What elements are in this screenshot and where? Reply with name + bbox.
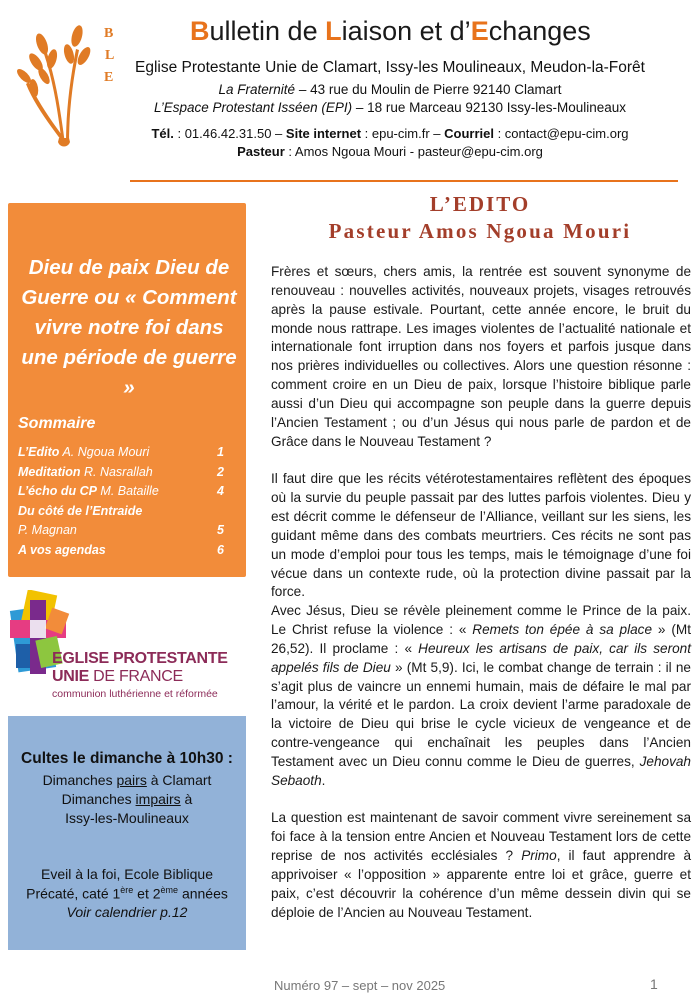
article-paragraph: Avec Jésus, Dieu se révèle pleinement comme le Prince de la paix. Le Christ refuse la violence : « Remets ton épée à sa place » (Mt 26,52). Il proclame : « Heureux les artisans de paix, car ils seront appelés fils de Dieu » (Mt 5,9). Ici, le combat change de terrain : il ne s’agit plus de vaincre un ennemi humain, mais de défaire le mal par l’amour, la vérité et le pardon. La croix devient l’arme paradoxale de la victoire de Dieu qui brise le cycle vicieux de vengeance et de contre-vengeance qui enchaînait les peuples dans l’Ancien Testament avec un Dieu connu comme le Dieu de guerres, Jehovah Sebaoth. [271, 603, 691, 788]
article-paragraph: Il faut dire que les récits vétérotestamentaires reflètent des époques où la survie du peuple passait par des luttes parfois violentes. Dieu y est décrit comme le défenseur de l’Alliance, veillant sur les siens, les guidant même dans des combats meurtriers. Ces récits ne sont pas un mode d’emploi pour tous les temps, mais le témoignage d’une foi vécue dans un contexte rude, où la protection divine passait par la force. [271, 471, 691, 600]
epuf-name-line2: UNIE DE FRANCE [52, 668, 183, 685]
toc-item[interactable]: P. Magnan 5 [18, 523, 224, 537]
header-divider [130, 180, 678, 182]
bulletin-title: Bulletin de Liaison et d’Echanges [190, 16, 591, 46]
logo-letter-l: L [105, 48, 115, 63]
toc-item[interactable]: L’écho du CP M. Bataille 4 [18, 484, 224, 498]
article-paragraph: La question est maintenant de savoir comment vivre sereinement sa foi face à la tension entre Ancien et Nouveau Testament lors de cette reprise de nos activités ecclésiales ? Primo, il faut apprendre à apprivoiser « l’opposition » apparente entre loi et grâce, guerre et paix, c’est découvrir la cohérence d’un même dessein divin qui se déploie de l’Ancien au Nouveau Testament. [271, 810, 692, 920]
cultes-line: Dimanches impairs à [61, 791, 193, 807]
toc-item[interactable]: Du côté de l’Entraide [18, 503, 143, 518]
issue-footer: Numéro 97 – sept – nov 2025 [274, 978, 446, 993]
calendar-reference: Voir calendrier p.12 [66, 904, 188, 920]
logo-letter-b: B [104, 26, 114, 41]
pasteur-line: Pasteur : Amos Ngoua Mouri - pasteur@epu-cim.org [237, 144, 543, 159]
website-link[interactable]: : epu-cim.fr – [361, 126, 445, 141]
toc-item[interactable]: L’Edito A. Ngoua Mouri 1 [18, 445, 224, 459]
issue-headline: Dieu de paix Dieu de Guerre ou « Comment vivre notre foi dans une période de guerre » [21, 256, 237, 399]
sommaire-box [8, 203, 246, 577]
cultes-line: Eveil à la foi, Ecole Biblique [41, 866, 213, 882]
email-link[interactable]: : contact@epu-cim.org [493, 126, 629, 141]
table-of-contents [18, 443, 224, 560]
article-paragraph: Frères et sœurs, chers amis, la rentrée est souvent synonyme de renouveau : nouvelles activités, nouveaux projets, visages retrouvés après la pause estivale. Pourtant, cette année encore, le bruit du monde nous rattrape. Les images violentes de l’actualité nationale et internationale font irruption dans nos foyers et parfois jusque dans nos prières individuelles ou collectives. Alors une question résonne : comment croire en un Dieu de paix, lorsque l’histoire biblique parle aussi d’un Dieu qui accompagne son peuple dans la guerre depuis l’Ancien Testament ; ou d’un Jésus qui nous parle de pardon et de Grâce dans le Nouveau Testament ? [271, 264, 691, 449]
sommaire-title: Sommaire [18, 415, 96, 432]
address-epi: L’Espace Protestant Isséen (EPI) – 18 rue Marceau 92130 Issy-les-Moulineaux [153, 100, 626, 115]
edito-title: L’EDITO [429, 192, 531, 216]
toc-item[interactable]: Meditation R. Nasrallah 2 [18, 464, 224, 479]
edito-article [271, 263, 691, 923]
cultes-box [8, 716, 246, 950]
cultes-line: Dimanches pairs à Clamart [42, 772, 212, 788]
church-name: Eglise Protestante Unie de Clamart, Issy-les Moulineaux, Meudon-la-Forêt [134, 59, 645, 76]
cultes-line: Précaté, caté 1ère et 2ème années [26, 885, 228, 902]
epuf-tagline: communion luthérienne et réformée [52, 688, 218, 700]
cultes-title: Cultes le dimanche à 10h30 : [21, 750, 233, 767]
page-number: 1 [650, 976, 658, 992]
logo-letter-e: E [104, 70, 114, 85]
edito-author: Pasteur Amos Ngoua Mouri [328, 219, 632, 243]
contact-line: Tél. : 01.46.42.31.50 – Site internet : epu-cim.fr – Courriel : contact@epu-cim.org [151, 126, 629, 141]
cultes-line: Issy-les-Moulineaux [65, 810, 189, 826]
epuf-name-line1: EGLISE PROTESTANTE [52, 650, 228, 667]
toc-item[interactable]: A vos agendas 6 [18, 542, 224, 557]
address-fraternite: La Fraternité – 43 rue du Moulin de Pierre 92140 Clamart [218, 82, 562, 97]
